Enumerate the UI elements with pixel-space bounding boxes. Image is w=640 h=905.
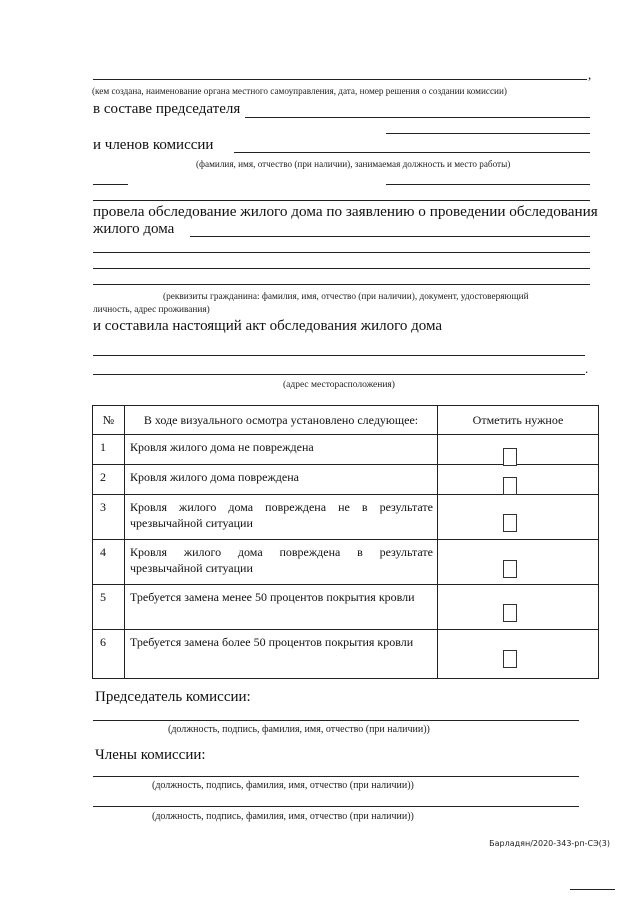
chairman-title: Председатель комиссии: bbox=[95, 689, 251, 705]
row-text: Требуется замена более 50 процентов покрытия кровли bbox=[125, 630, 438, 679]
row-text: Кровля жилого дома повреждена в результате чрезвычайной ситуации bbox=[125, 540, 438, 585]
row-mark-cell bbox=[438, 465, 599, 495]
members-line[interactable] bbox=[234, 152, 590, 153]
members-label: и членов комиссии bbox=[93, 137, 214, 153]
row-number: 4 bbox=[93, 540, 125, 585]
checkbox-row-4[interactable] bbox=[503, 560, 517, 578]
chairman-signature-caption: (должность, подпись, фамилия, имя, отчество (при наличии)) bbox=[168, 724, 430, 735]
row-mark-cell bbox=[438, 540, 599, 585]
address-period: . bbox=[585, 361, 589, 376]
inspection-table bbox=[92, 405, 599, 679]
document-code: Барладян/2020-343-рп-СЭ(3) bbox=[489, 839, 610, 848]
table-row bbox=[93, 435, 599, 465]
address-line-2[interactable] bbox=[93, 374, 585, 375]
checkbox-row-5[interactable] bbox=[503, 604, 517, 622]
created-by-line[interactable] bbox=[93, 79, 587, 80]
header-number: № bbox=[93, 406, 125, 435]
table-header-row bbox=[93, 406, 599, 435]
checkbox-row-3[interactable] bbox=[503, 514, 517, 532]
checkbox-row-2[interactable] bbox=[503, 477, 517, 495]
row-number: 2 bbox=[93, 465, 125, 495]
footer-rule bbox=[570, 889, 615, 890]
members-line-3[interactable] bbox=[93, 200, 590, 201]
table-row bbox=[93, 540, 599, 585]
members-caption: (фамилия, имя, отчество (при наличии), занимаемая должность и место работы) bbox=[196, 159, 511, 169]
checkbox-row-1[interactable] bbox=[503, 448, 517, 466]
chairman-line[interactable] bbox=[245, 117, 590, 118]
act-line: и составила настоящий акт обследования жилого дома bbox=[93, 318, 442, 334]
row-mark-cell bbox=[438, 630, 599, 679]
row-text: Кровля жилого дома не повреждена bbox=[125, 435, 438, 465]
trailing-comma: , bbox=[588, 67, 592, 82]
created-by-caption: (кем создана, наименование органа местного самоуправления, дата, номер решения о создании комиссии) bbox=[92, 86, 507, 96]
address-line-1[interactable] bbox=[93, 355, 585, 356]
citizen-caption-2: личность, адрес проживания) bbox=[93, 305, 210, 315]
members-line-2a[interactable] bbox=[93, 184, 128, 185]
inspection-line-1: провела обследование жилого дома по заявлению о проведении обследования bbox=[93, 203, 598, 220]
table-row bbox=[93, 465, 599, 495]
row-mark-cell bbox=[438, 495, 599, 540]
members-line-2b[interactable] bbox=[386, 184, 590, 185]
row-text: Требуется замена менее 50 процентов покрытия кровли bbox=[125, 585, 438, 630]
chairman-signature-line[interactable] bbox=[93, 720, 579, 721]
header-mark: Отметить нужное bbox=[438, 406, 599, 435]
row-text: Кровля жилого дома повреждена не в результате чрезвычайной ситуации bbox=[125, 495, 438, 540]
row-number: 6 bbox=[93, 630, 125, 679]
member-signature-line-2[interactable] bbox=[93, 806, 579, 807]
table-row bbox=[93, 495, 599, 540]
member-signature-caption-2: (должность, подпись, фамилия, имя, отчество (при наличии)) bbox=[152, 811, 414, 822]
chairman-label: в составе председателя bbox=[93, 101, 241, 117]
applicant-line-2[interactable] bbox=[93, 252, 590, 253]
address-caption: (адрес месторасположения) bbox=[283, 380, 395, 390]
applicant-line-1[interactable] bbox=[190, 236, 590, 237]
applicant-line-4[interactable] bbox=[93, 284, 590, 285]
inspection-line-2: жилого дома bbox=[93, 221, 175, 237]
row-text: Кровля жилого дома повреждена bbox=[125, 465, 438, 495]
members-title: Члены комиссии: bbox=[95, 747, 206, 763]
applicant-line-3[interactable] bbox=[93, 268, 590, 269]
table-row bbox=[93, 585, 599, 630]
member-signature-line-1[interactable] bbox=[93, 776, 579, 777]
header-findings: В ходе визуального осмотра установлено следующее: bbox=[125, 406, 438, 435]
row-number: 5 bbox=[93, 585, 125, 630]
row-mark-cell bbox=[438, 585, 599, 630]
row-number: 3 bbox=[93, 495, 125, 540]
chairman-line-2[interactable] bbox=[386, 133, 590, 134]
member-signature-caption-1: (должность, подпись, фамилия, имя, отчество (при наличии)) bbox=[152, 780, 414, 791]
row-mark-cell bbox=[438, 435, 599, 465]
citizen-caption-1: (реквизиты гражданина: фамилия, имя, отчество (при наличии), документ, удостоверяющий bbox=[163, 292, 529, 302]
checkbox-row-6[interactable] bbox=[503, 650, 517, 668]
table-row bbox=[93, 630, 599, 679]
row-number: 1 bbox=[93, 435, 125, 465]
